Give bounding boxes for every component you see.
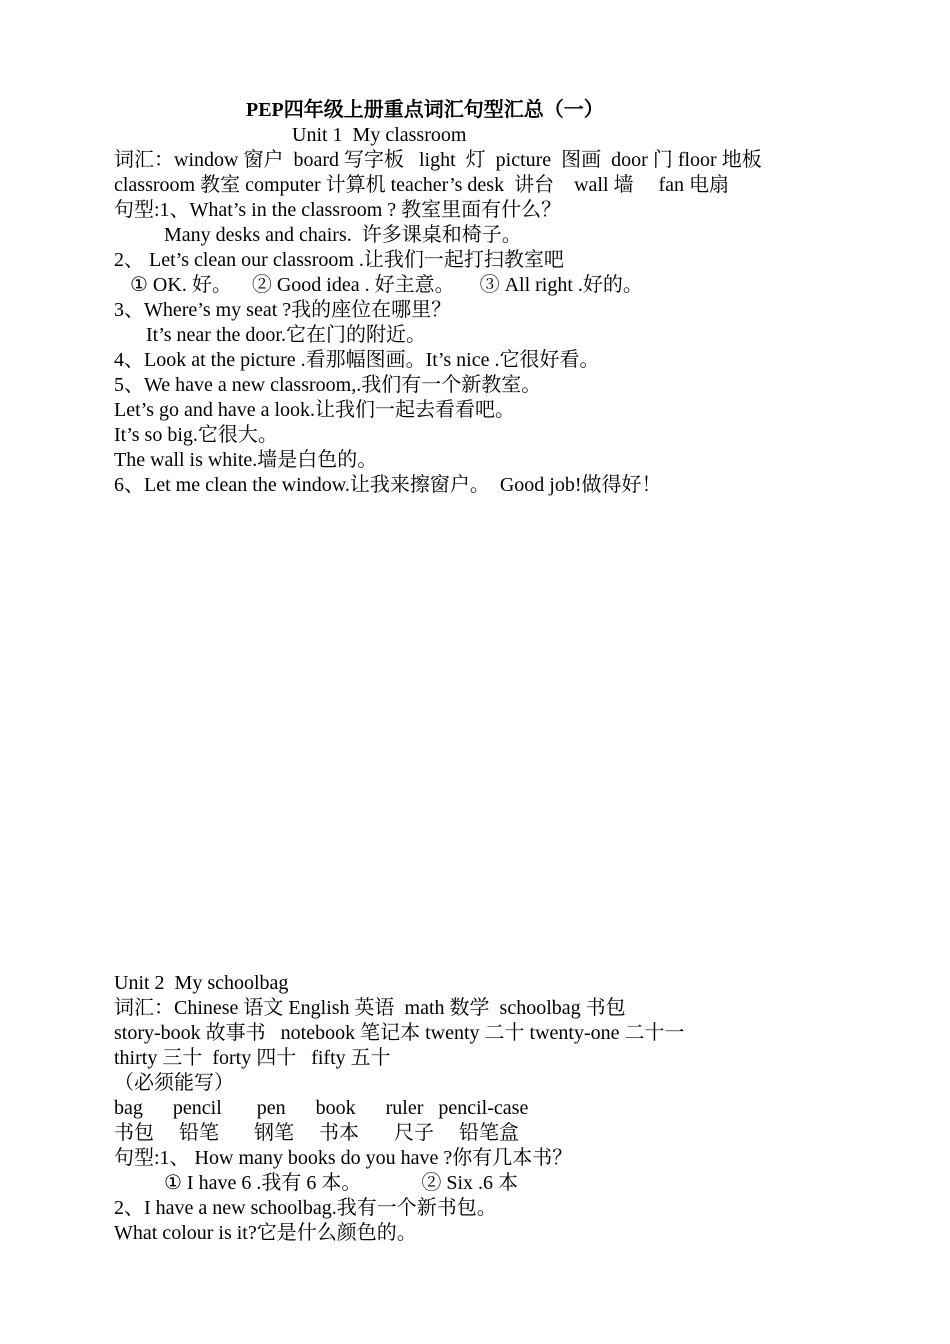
unit2-sentence1-question: 句型:1、 How many books do you have ?你有几本书？ xyxy=(114,1147,573,1169)
unit1-sentence3-answer: It’s near the door.它在门的附近。 xyxy=(146,324,426,346)
unit1-sentence6: 6、Let me clean the window.让我来擦窗户。 Good job!做得好！ xyxy=(114,474,662,496)
unit1-sentence1-answer: Many desks and chairs. 许多课桌和椅子。 xyxy=(164,224,522,246)
unit1-sentence5-b: Let’s go and have a look.让我们一起去看看吧。 xyxy=(114,399,516,421)
unit2-sentence2-b: What colour is it?它是什么颜色的。 xyxy=(114,1222,417,1244)
unit2-words-english: bag pencil pen book ruler pencil-case xyxy=(114,1097,529,1119)
unit1-vocab-line2: classroom 教室 computer 计算机 teacher’s desk 讲台 wall 墙 fan 电扇 xyxy=(114,174,730,196)
unit1-heading: Unit 1 My classroom xyxy=(292,124,467,146)
document-title: PEP四年级上册重点词汇句型汇总（一） xyxy=(246,99,604,121)
unit2-vocab-line2: story-book 故事书 notebook 笔记本 twenty 二十 twenty-one 二十一 xyxy=(114,1022,685,1044)
unit2-vocab-line1: 词汇：Chinese 语文 English 英语 math 数学 schoolbag 书包 xyxy=(114,997,626,1019)
unit2-words-chinese: 书包 铅笔 钢笔 书本 尺子 铅笔盒 xyxy=(114,1122,519,1144)
unit2-sentence1-answer: ① I have 6 .我有 6 本。 ② Six .6 本 xyxy=(164,1172,519,1194)
unit1-vocab-line1: 词汇：window 窗户 board 写字板 light 灯 picture 图画 door 门 floor 地板 xyxy=(114,149,762,171)
unit2-must-write-note: （必须能写） xyxy=(114,1072,234,1094)
unit1-sentence3-question: 3、Where’s my seat ?我的座位在哪里？ xyxy=(114,299,452,321)
unit1-sentence2-options: ① OK. 好。 ② Good idea . 好主意。 ③ All right .好的。 xyxy=(130,274,643,296)
unit1-sentence5-c: It’s so big.它很大。 xyxy=(114,424,278,446)
unit1-sentence1-question: 句型:1、What’s in the classroom ? 教室里面有什么？ xyxy=(114,199,562,221)
unit2-heading: Unit 2 My schoolbag xyxy=(114,972,289,994)
unit2-vocab-line3: thirty 三十 forty 四十 fifty 五十 xyxy=(114,1047,391,1069)
unit1-sentence2: 2、 Let’s clean our classroom .让我们一起打扫教室吧 xyxy=(114,249,564,271)
unit2-sentence2: 2、I have a new schoolbag.我有一个新书包。 xyxy=(114,1197,497,1219)
unit1-sentence4: 4、Look at the picture .看那幅图画。It’s nice .它很好看。 xyxy=(114,349,600,371)
unit1-sentence5-d: The wall is white.墙是白色的。 xyxy=(114,449,378,471)
unit1-sentence5: 5、We have a new classroom,.我们有一个新教室。 xyxy=(114,374,542,396)
